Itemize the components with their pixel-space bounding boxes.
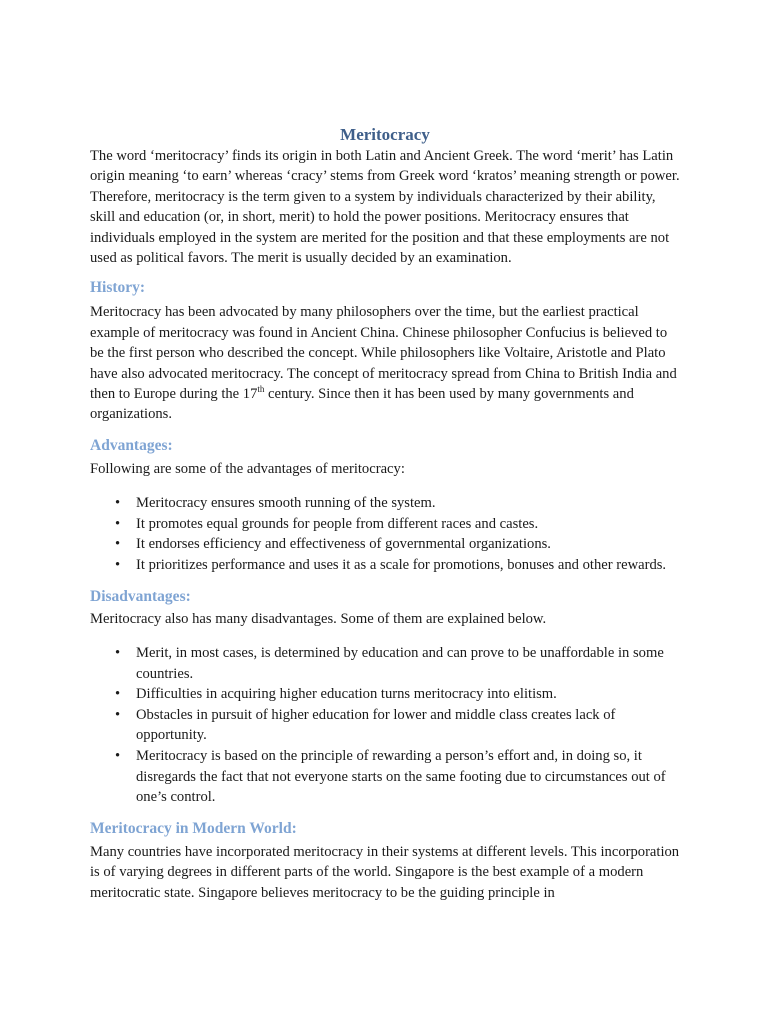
bullet-icon: • (115, 706, 121, 723)
list-item-text: Difficulties in acquiring higher education turns meritocracy into elitism. (136, 686, 557, 703)
history-superscript: th (257, 384, 265, 395)
document-page (90, 124, 680, 903)
list-item-text: Obstacles in pursuit of higher education for lower and middle class creates lack of opportunity. (136, 706, 616, 744)
document-title: Meritocracy (340, 125, 430, 144)
history-text-part1: Meritocracy has been advocated by many philosophers over the time, but the earliest practical example of meritocracy was found in Ancient China. Chinese philosopher Confucius is believed to be the first person who described the concept. While philosophers like Voltaire, Aristotle and Plato have also advocated meritocracy. The concept of meritocracy spread from China to British India and then to Europe during the 17 (90, 304, 677, 403)
bullet-icon: • (115, 748, 121, 765)
list-item (90, 555, 680, 576)
list-item (90, 643, 680, 684)
modern-world-heading: Meritocracy in Modern World: (90, 819, 297, 837)
list-item (90, 514, 680, 535)
list-item-text: Merit, in most cases, is determined by education and can prove to be unaffordable in some countries. (136, 645, 664, 682)
list-item (90, 493, 680, 514)
list-item-text: Meritocracy is based on the principle of rewarding a person’s effort and, in doing so, it disregards the fact that not everyone starts on the same footing due to circumstances out of one’s control. (136, 748, 666, 806)
intro-paragraph: The word ‘meritocracy’ finds its origin in both Latin and Ancient Greek. The word ‘merit’ has Latin origin meaning ‘to earn’ whereas ‘cracy’ stems from Greek word ‘kratos’ meaning strength or power. Therefore, meritocracy is the term given to a system by individuals characterized by their ability, skill and education (or, in short, merit) to hold the power positions. Meritocracy ensures that individuals employed in the system are merited for the position and that these employments are not used as political favors. The merit is usually decided by an examination. (90, 148, 680, 267)
disadvantages-list (90, 643, 680, 808)
bullet-icon: • (115, 495, 121, 512)
disadvantages-intro: Meritocracy also has many disadvantages. Some of them are explained below. (90, 610, 547, 627)
list-item (90, 705, 680, 746)
history-text-part2: century. Since then it has been used by many governments and organizations. (90, 386, 634, 423)
list-item-text: It promotes equal grounds for people from different races and castes. (136, 515, 539, 532)
bullet-icon: • (115, 686, 121, 703)
disadvantages-heading: Disadvantages: (90, 587, 191, 605)
list-item (90, 534, 680, 555)
list-item (90, 684, 680, 705)
modern-world-paragraph: Many countries have incorporated meritocracy in their systems at different levels. This incorporation is of varying degrees in different parts of the world. Singapore is the best example of a modern meritocratic state. Singapore believes meritocracy to be the guiding principle in (90, 843, 680, 901)
list-item-text: It prioritizes performance and uses it as a scale for promotions, bonuses and other rewards. (136, 557, 667, 574)
bullet-icon: • (115, 645, 121, 662)
history-heading: History: (90, 279, 146, 297)
list-item-text: It endorses efficiency and effectiveness of governmental organizations. (136, 536, 551, 553)
list-item-text: Meritocracy ensures smooth running of the system. (136, 495, 436, 512)
list-item (90, 746, 680, 808)
bullet-icon: • (115, 557, 121, 574)
bullet-icon: • (115, 536, 121, 553)
bullet-icon: • (115, 515, 121, 532)
advantages-intro: Following are some of the advantages of meritocracy: (90, 460, 405, 477)
advantages-heading: Advantages: (90, 436, 173, 454)
advantages-list (90, 493, 680, 575)
history-paragraph (90, 302, 680, 424)
